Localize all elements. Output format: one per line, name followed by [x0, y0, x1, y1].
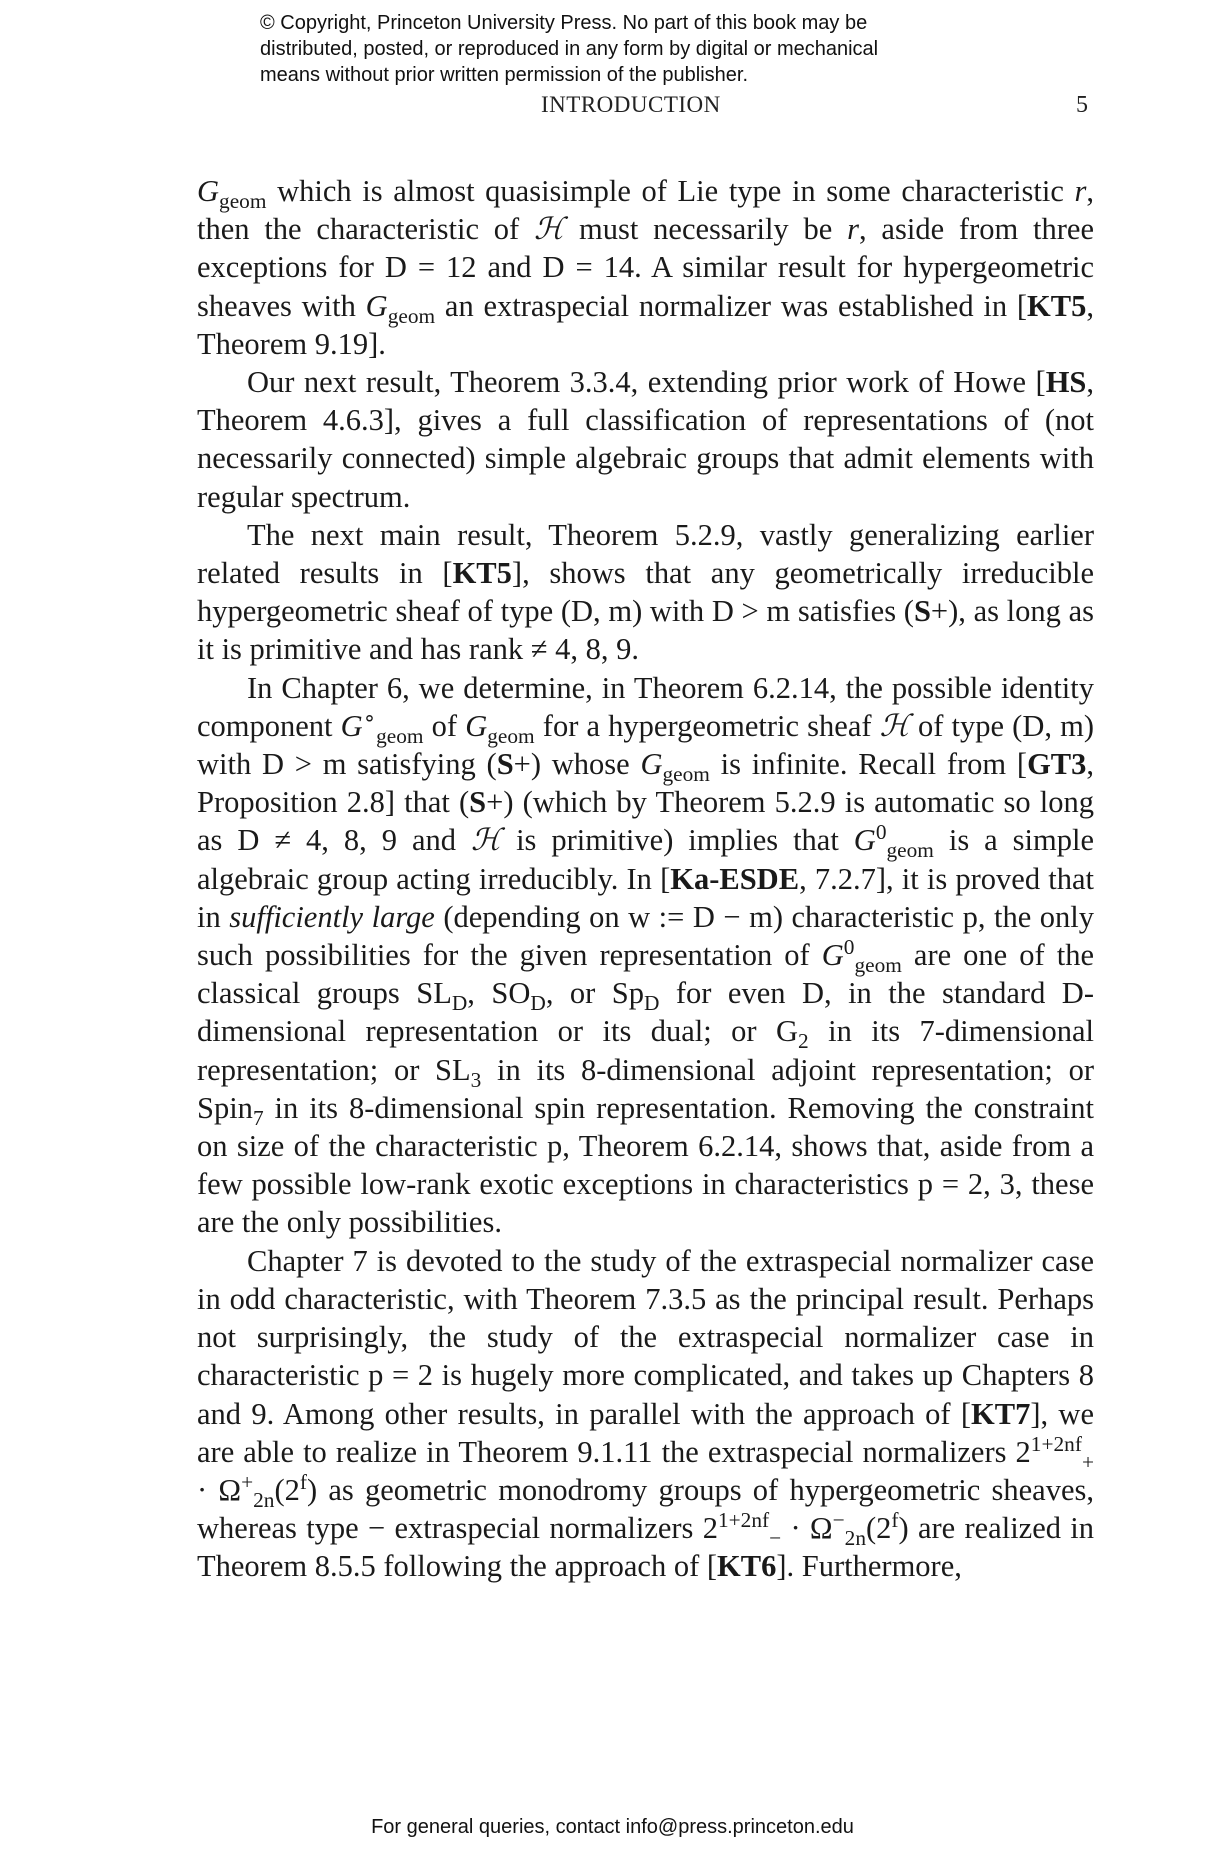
- text-span: Chapter 7 is devoted to the study of the extraspecial normalizer case in odd characteristic, with Theorem 7.3.5 as the principal result. Perhaps not surprisingly, the study of the extraspecial normalizer case in characteristic p = 2 is hugely more complicated, and takes up Chapters 8 and 9. Among other results, in parallel with the approach of [: [197, 1243, 1094, 1431]
- superscript: 1+2nf: [717, 1507, 770, 1532]
- subscript: geom: [219, 189, 267, 214]
- text-span: Our next result, Theorem 3.3.4, extending prior work of Howe [: [247, 365, 1046, 400]
- paragraph: [197, 1242, 1094, 1586]
- subscript: 3: [470, 1067, 482, 1092]
- text-span: The next main result, Theorem 5.2.9, vastly generalizing earlier related results in [: [197, 517, 1094, 591]
- math-symbol: G: [365, 288, 388, 323]
- copyright-notice: [260, 10, 980, 88]
- subscript: 7: [252, 1105, 264, 1130]
- math-symbol: ℋ: [534, 212, 565, 247]
- footer-contact: For general queries, contact info@press.princeton.edu: [371, 1816, 854, 1838]
- citation: HS: [1045, 365, 1087, 400]
- math-symbol: G: [197, 174, 220, 208]
- math-symbol: G: [853, 823, 876, 858]
- subscript: geom: [854, 953, 902, 978]
- text-span: must necessarily be: [564, 212, 848, 247]
- text-span: in its 8-dimensional spin representation. Removing the constraint on size of the characteristic p, Theorem 6.2.14, shows that, aside from a few possible low-rank exotic exceptions in characteristics p = 2, 3, these are the only possibilities.: [197, 1090, 1094, 1240]
- text-span: of: [423, 708, 466, 743]
- text-span: , Theorem 9.19].: [197, 288, 1094, 361]
- text-span: ], we are able to realize in Theorem 9.1.11 the extraspecial normalizers 2: [197, 1396, 1094, 1469]
- math-symbol: S: [913, 594, 931, 629]
- body-text: [197, 172, 1094, 1586]
- text-span: is primitive) implies that: [501, 823, 854, 858]
- subscript: geom: [376, 723, 424, 748]
- subscript: −: [769, 1526, 782, 1551]
- paragraph: [197, 172, 1094, 363]
- text-span: are one of the classical groups SL: [197, 938, 1094, 1011]
- superscript: 0: [875, 820, 887, 845]
- text-span: ], shows that any geometrically irreducible hypergeometric sheaf of type (D, m) with D > m satisfies (: [197, 556, 1094, 629]
- text-span: ) as geometric monodromy groups of hypergeometric sheaves, whereas type − extraspecial normalizers 2: [197, 1472, 1094, 1546]
- paragraph: [197, 363, 1094, 516]
- superscript: f: [891, 1507, 899, 1532]
- citation: KT7: [971, 1396, 1031, 1431]
- text-span: , aside from three exceptions for D = 12 and D = 14. A similar result for hypergeometric sheaves with: [197, 212, 1094, 323]
- text-span: (depending on w := D − m) characteristic p, the only such possibilities for the given representation of: [197, 899, 1094, 973]
- copyright-line: © Copyright, Princeton University Press. No part of this book may be: [260, 12, 868, 34]
- text-span: is infinite. Recall from [: [709, 747, 1028, 782]
- subscript: geom: [662, 762, 710, 787]
- paragraph: [197, 516, 1094, 669]
- math-symbol: S: [496, 747, 514, 782]
- text-span: ]. Furthermore,: [776, 1549, 962, 1584]
- text-span: +), as long as it is primitive and has rank ≠ 4, 8, 9.: [197, 594, 1094, 667]
- math-symbol: G: [821, 938, 844, 973]
- text-span: , SO: [467, 976, 531, 1011]
- math-symbol: G: [640, 747, 663, 782]
- subscript: geom: [387, 303, 436, 328]
- math-symbol: ℋ: [879, 708, 910, 743]
- text-span: (2: [274, 1472, 300, 1507]
- text-span: an extraspecial normalizer was established in [: [435, 288, 1028, 323]
- subscript: D: [451, 991, 468, 1016]
- text-span: , Theorem 4.6.3], gives a full classification of representations of (not necessarily connected) simple algebraic groups that admit elements with regular spectrum.: [197, 365, 1094, 514]
- subscript: D: [644, 991, 660, 1016]
- superscript: 1+2nf: [1030, 1431, 1082, 1456]
- text-span: which is almost quasisimple of Lie type in some characteristic: [266, 174, 1075, 208]
- math-symbol: r: [1074, 174, 1087, 208]
- subscript: D: [530, 991, 546, 1016]
- text-span: , or Sp: [545, 976, 644, 1011]
- text-span: is a simple algebraic group acting irreducibly. In [: [197, 823, 1094, 896]
- emphasis: sufficiently large: [229, 899, 435, 934]
- math-symbol: r: [847, 212, 859, 247]
- text-span: +) whose: [513, 747, 641, 782]
- copyright-line: distributed, posted, or reproduced in any form by digital or mechanical: [260, 38, 879, 60]
- citation: Ka-ESDE: [670, 861, 800, 896]
- math-symbol: G: [465, 708, 488, 743]
- text-span: In Chapter 6, we determine, in Theorem 6.2.14, the possible identity component: [197, 670, 1094, 743]
- math-symbol: ℋ: [470, 823, 502, 858]
- paragraph: [197, 669, 1094, 1242]
- citation: KT5: [1027, 288, 1087, 323]
- math-symbol: G: [340, 708, 363, 743]
- text-span: , 7.2.7], it is proved that in: [197, 861, 1094, 934]
- text-span: · Ω: [197, 1472, 242, 1507]
- text-span: , then the characteristic of: [197, 174, 1094, 247]
- subscript: geom: [886, 838, 934, 863]
- text-span: in its 7-dimensional representation; or SL: [197, 1014, 1094, 1087]
- superscript: −: [832, 1507, 845, 1532]
- copyright-line: means without prior written permission of the publisher.: [260, 64, 749, 86]
- subscript: 2n: [844, 1526, 866, 1551]
- text-span: · Ω: [781, 1511, 833, 1546]
- text-span: in its 8-dimensional adjoint representation; or Spin: [197, 1052, 1094, 1125]
- page-number: 5: [1076, 92, 1088, 118]
- subscript: 2n: [253, 1488, 275, 1512]
- text-span: ) are realized in Theorem 8.5.5 following the approach of [: [197, 1511, 1095, 1584]
- text-span: +) (which by Theorem 5.2.9 is automatic so long as D ≠ 4, 8, 9 and: [197, 785, 1094, 858]
- subscript: geom: [487, 723, 535, 748]
- text-span: for even D, in the standard D-dimensional representation or its dual; or G: [197, 976, 1094, 1049]
- math-symbol: S: [469, 785, 487, 820]
- text-span: for a hypergeometric sheaf: [534, 708, 880, 743]
- superscript: ∘: [362, 705, 377, 730]
- running-head: INTRODUCTION: [541, 92, 721, 117]
- text-span: of type (D, m) with D > m satisfying (: [197, 708, 1094, 782]
- citation: KT5: [452, 556, 512, 591]
- superscript: 0: [843, 934, 855, 959]
- citation: GT3: [1027, 747, 1087, 782]
- subscript: +: [1081, 1449, 1094, 1474]
- superscript: f: [299, 1469, 307, 1494]
- subscript: 2: [798, 1029, 809, 1054]
- text-span: , Proposition 2.8] that (: [197, 747, 1095, 820]
- citation: KT6: [717, 1549, 777, 1584]
- text-span: (2: [865, 1511, 892, 1546]
- superscript: +: [241, 1469, 254, 1494]
